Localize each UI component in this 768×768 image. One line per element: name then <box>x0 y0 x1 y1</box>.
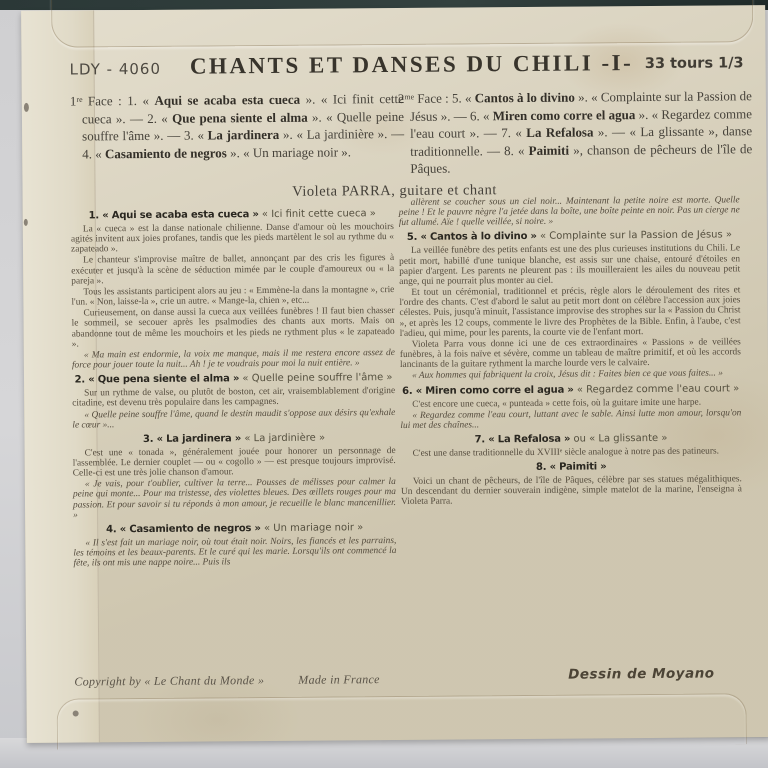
section-title-spanish: 6. « Miren como corre el agua » <box>402 384 574 397</box>
body-paragraph: Tous les assistants participent alors au jeu : « Emmène-la dans la montagne », crie l'un. « Non, laisse-la », crie un autre. « Mange-la, chien », etc... <box>71 284 395 308</box>
album-title: CHANTS ET DANSES DU CHILI -I- <box>189 50 634 79</box>
section-heading <box>400 432 741 447</box>
section-title-spanish: 5. « Cantos à lo divino » <box>406 231 537 244</box>
body-paragraph: C'est une « tonada », généralement jouée pour honorer un personnage de l'assemblée. Le dernier couplet — ou « cogollo » — est presque toujours improvisé. Celle-ci est une très jolie chanson d'amour. <box>72 445 396 479</box>
tracklist-text: ». — « La glissante », danse traditionnelle. — 8. « <box>410 123 753 159</box>
section-heading <box>399 230 740 245</box>
body-paragraph: Le chanteur s'improvise maître de ballet, annonçant par des cris les figures à exécuter et jusqu'à la scène de séduction mimée par le couple d'amoureux ou « la pareja ». <box>71 253 395 287</box>
track-title: Paimiti <box>528 142 570 158</box>
section-title-french: « Un mariage noir » <box>260 522 364 534</box>
tracklist-text: 1ʳᵉ Face : 1. « <box>69 92 155 109</box>
body-paragraph: allèrent se coucher sous un ciel noir... Maintenant la petite noire est morte. Quelle peine ! Et le pauvre nègre l'a jetée dans la boîte, une boîte peinte en noir. Pas un cierge ne fut allumé. Aïe ! quelle veillée, si noire. » <box>398 195 740 229</box>
body-paragraph: La « cueca » est la danse nationale chilienne. Danse d'amour où les mouchoirs agités invitent aux joies profanes, tandis que les pieds martèlent le sol au rythme du « zapateado ». <box>70 222 394 255</box>
section-title-spanish: 4. « Casamiento de negros » <box>106 522 261 536</box>
section-title-french: « Complainte sur la Passion de Jésus » <box>536 229 733 243</box>
body-paragraph: Violeta Parra vous donne ici une de ces extraordinaires « Passions » de veillées funèbres, à la fois naïve et sévère, comme un tableau de maître primitif, et où les accords lancinants de la guitare rythment la marche lourde vers le calvaire. <box>399 337 741 371</box>
body-paragraph: « Il s'est fait un mariage noir, où tout était noir. Noirs, les fiancés et les parrains, les témoins et les beaux-parents. Et le curé qui les marie. Lorsqu'ils ont commencé la fête, ils ont mis une nappe noire... Puis ils <box>73 535 397 569</box>
record-sleeve-back <box>21 5 768 743</box>
section-title-french: « La jardinière » <box>241 432 326 445</box>
sleeve-flap-seam-top <box>51 0 753 48</box>
liner-notes-left-column <box>71 204 397 570</box>
section-title-spanish: 7. « La Refalosa » <box>474 433 571 446</box>
record-speed-label: 33 tours 1/3 <box>644 55 744 73</box>
section-heading <box>73 522 396 537</box>
section-heading <box>401 460 742 475</box>
sleeve-edge-nick <box>24 103 29 112</box>
sleeve-edge-nick <box>24 219 28 226</box>
tracklist-text: ». « Regardez comme l'eau court ». — 7. « <box>410 105 753 141</box>
section-title-french: ou « La glissante » <box>570 432 668 445</box>
track-title: Casamiento de negros <box>104 144 227 161</box>
sleeve-flap-seam-bottom <box>57 693 747 749</box>
body-paragraph: « Ma main est endormie, la voix me manque, mais il me restera encore assez de force pour jouer toute la nuit... Ah ! je te voudrais pour moi la nuit entière. » <box>71 347 395 371</box>
copyright-text: Copyright by « Le Chant du Monde » <box>74 673 265 689</box>
section-title-french: « Regardez comme l'eau court » <box>573 382 740 396</box>
tracklist-text: », chanson de pêcheurs de l'île de Pâques. <box>410 140 753 176</box>
artist-credit-line: Violeta PARRA, guitare et chant <box>292 182 497 200</box>
copyright-line <box>74 671 554 690</box>
illustrator-credit: Dessin de Moyano <box>568 665 715 683</box>
face2-tracklist <box>398 87 753 177</box>
section-title-spanish: 1. « Aqui se acaba esta cueca » <box>88 209 259 222</box>
track-title: La jardinera <box>207 126 280 143</box>
track-title: La Refalosa <box>526 124 594 140</box>
body-paragraph: « Aux hommes qui fabriquent la croix, Jésus dit : Faites bien ce que vous faites... » <box>411 368 723 382</box>
tracklist-text: ». « Un mariage noir ». <box>226 143 352 160</box>
tracklist-text: ». « Quelle peine souffre l'âme ». — 3. « <box>82 108 405 144</box>
track-title: Que pena siente el alma <box>172 109 308 126</box>
body-paragraph: Et tout un cérémonial, traditionnel et précis, règle alors le déroulement des rites et l'ordre des chants. C'est d'abord le salut au petit mort dont on célèbre l'accession aux joies célestes. Puis, jusqu'à minuit, l'assistance improvise des strophes sur la « Passion du Christ », et après les 12 coups, commente le livre des Prophètes de la Bible. Enfin, à l'aube, c'est l'adieu, qui mime, pour les parents, la courte vie de l'enfant mort. <box>399 285 741 339</box>
body-paragraph: Sur un rythme de valse, ou plutôt de boston, cet air, vraisemblablement d'origine citadine, est devenu très populaire dans les campagnes. <box>72 386 396 409</box>
section-title-french: « Quelle peine souffre l'âme » <box>239 372 393 385</box>
body-paragraph: Voici un chant de pêcheurs, de l'île de Pâques, célèbre par ses statues mégalithiques. Un descendant du dernier souverain indigène, simple matelot de la marine, l'enseigna à Violeta Parra. <box>400 474 742 508</box>
section-heading <box>72 372 395 387</box>
section-title-spanish: 8. « Paimiti » <box>535 461 607 474</box>
body-paragraph: C'est encore une cueca, « punteada » cette fois, où la guitare imite une harpe. <box>412 397 702 410</box>
section-title-spanish: 2. « Que pena siente el alma » <box>74 373 240 386</box>
section-title-french: « Ici finit cette cueca » <box>258 208 376 221</box>
tracklist-text: ». « Complainte sur la Passion de Jésus ». — 6. « <box>409 88 752 124</box>
section-heading <box>71 208 394 223</box>
body-paragraph: « Quelle peine souffre l'âme, quand le destin maudit s'oppose aux désirs qu'exhale le cœur »... <box>72 407 396 431</box>
made-in-text: Made in France <box>298 672 380 687</box>
tracklist-text: ». « Ici finit cette cueca ». — 2. « <box>81 90 404 126</box>
body-paragraph: « Regardez comme l'eau court, luttant avec le sable. Ainsi lutte mon amour, lorsqu'on lui met des chaînes... <box>400 407 742 431</box>
face1-tracklist <box>70 90 405 163</box>
section-heading <box>400 383 741 398</box>
catalog-number: LDY - 4060 <box>69 59 162 79</box>
liner-notes-right-column <box>399 195 742 508</box>
track-title: Cantos à lo divino <box>474 89 575 106</box>
body-paragraph: La veillée funèbre des petits enfants est une des plus curieuses institutions du Chili. Le petit mort, habillé d'une tunique blanche, est assis sur une chaise, entouré d'étoiles en papier d'argent. Les parents ne pleurent pas : ils mouilleraient les ailes du nouveau petit ange, qui ne pourrait plus monter au ciel. <box>399 243 741 287</box>
body-paragraph: C'est une danse traditionnelle du XVIIIᵉ siècle analogue à notre pas des patineurs. <box>412 446 720 459</box>
body-paragraph: Curieusement, on danse aussi la cueca aux veillées funèbres ! Il faut bien chasser le sommeil, se secouer après les psalmodies des chants aux morts. Mais on abandonne tout de même les mouchoirs et les pieds ne rythment plus « le zapateado ». <box>71 306 395 350</box>
tracklist-text: ». « La jardinière ». — 4. « <box>82 125 405 161</box>
section-heading <box>72 432 395 447</box>
tracklist-text: 2ᵐᵉ Face : 5. « <box>397 90 475 106</box>
track-title: Miren como corre el agua <box>492 106 636 123</box>
section-title-spanish: 3. « La jardinera » <box>142 433 242 445</box>
track-title: Aqui se acaba esta cueca <box>154 91 301 108</box>
body-paragraph: « Je vais, pour t'oublier, cultiver la terre... Pousses de mélisses pour calmer la peine qui monte... Pour ma tristesse, des violettes bleues. Des œillets rouges pour ma passion. Et pour savoir si tu réponds à mon amour, je recueille le blanc mancenillier. » <box>72 477 397 521</box>
